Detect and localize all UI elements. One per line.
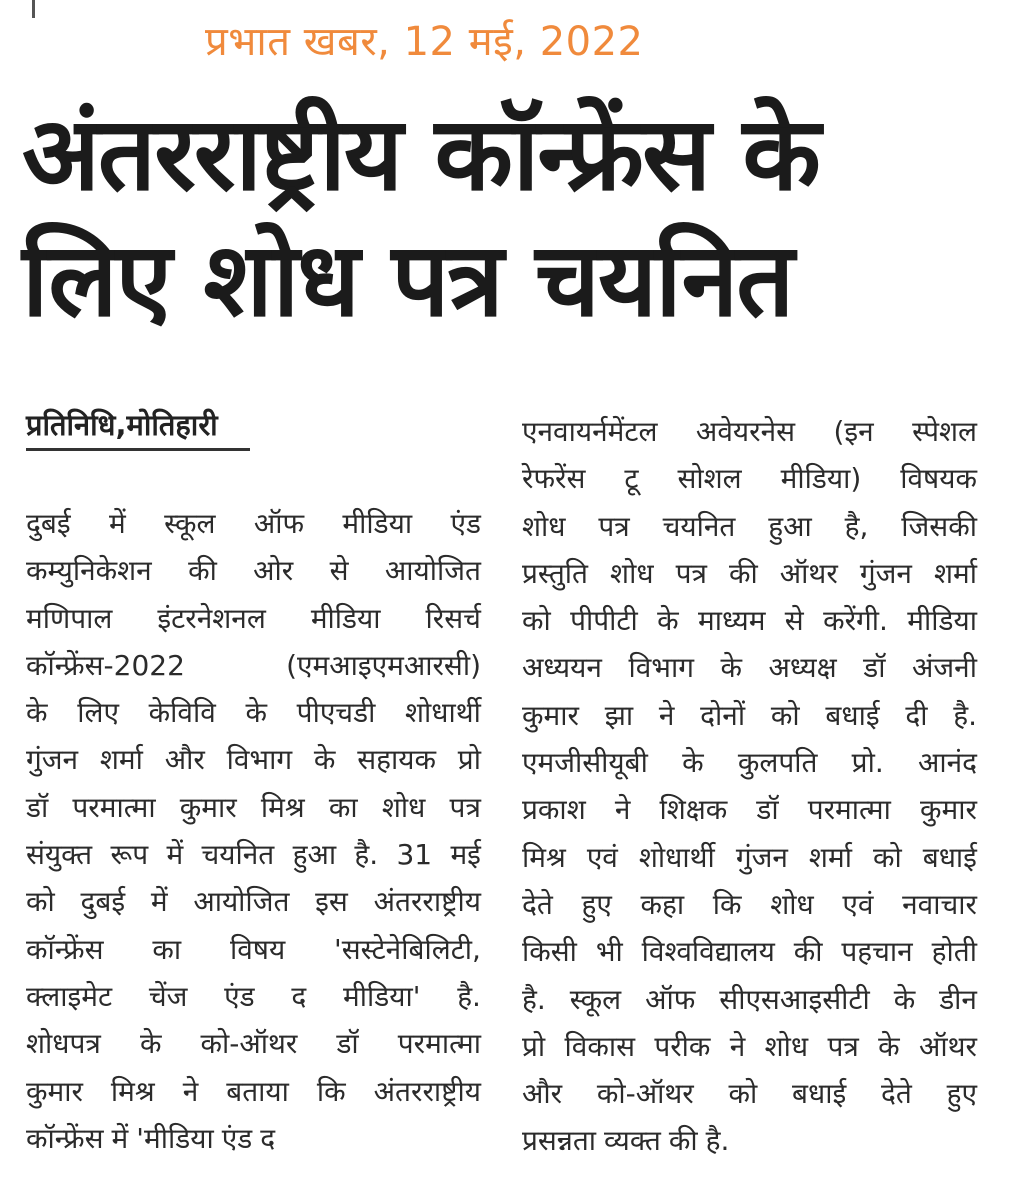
article-line: देते हुए कहा कि शोध एवं नवाचार xyxy=(522,887,977,921)
article-line: किसी भी विश्वविद्यालय की पहचान होती xyxy=(522,935,977,969)
article-line: को पीपीटी के माध्यम से करेंगी. मीडिया xyxy=(522,604,977,638)
article-line: कुमार झा ने दोनों को बधाई दी है. xyxy=(522,698,977,732)
headline-line-2: लिए शोध पत्र चयनित xyxy=(22,221,793,340)
article-line: को दुबई में आयोजित इस अंतरराष्ट्रीय xyxy=(26,885,481,919)
article-column-right xyxy=(522,408,977,1165)
page-edge-mark xyxy=(32,0,35,18)
article-line: मणिपाल इंटरनेशनल मीडिया रिसर्च xyxy=(26,601,481,635)
article-line: दुबई में स्कूल ऑफ मीडिया एंड xyxy=(26,507,481,540)
article-column-left xyxy=(26,500,481,1162)
article-line: कॉन्फ्रेंस में 'मीडिया एंड द xyxy=(26,1121,276,1155)
article-line: गुंजन शर्मा और विभाग के सहायक प्रो xyxy=(26,743,481,777)
article-line: एनवायर्नमेंटल अवेयरनेस (इन स्पेशल xyxy=(522,415,977,448)
source-date-label: प्रभात खबर, 12 मई, 2022 xyxy=(205,19,644,65)
article-line: कुमार मिश्र ने बताया कि अंतरराष्ट्रीय xyxy=(26,1074,481,1108)
byline: प्रतिनिधि,मोतिहारी xyxy=(26,405,250,451)
headline xyxy=(22,92,1002,344)
article-line: कम्युनिकेशन की ओर से आयोजित xyxy=(26,554,481,588)
article-line: प्रस्तुति शोध पत्र की ऑथर गुंजन शर्मा xyxy=(522,556,977,590)
article-line: प्रकाश ने शिक्षक डॉ परमात्मा कुमार xyxy=(522,793,977,827)
article-line: शोध पत्र चयनित हुआ है, जिसकी xyxy=(522,509,977,543)
article-line: प्रसन्नता व्यक्त की है. xyxy=(522,1124,730,1158)
article-line: प्रो विकास परीक ने शोध पत्र के ऑथर xyxy=(522,1029,977,1063)
article-line: है. स्कूल ऑफ सीएसआइसीटी के डीन xyxy=(522,982,977,1016)
headline-line-1: अंतरराष्ट्रीय कॉन्फ्रेंस के xyxy=(22,95,819,214)
article-line: डॉ परमात्मा कुमार मिश्र का शोध पत्र xyxy=(26,790,481,824)
article-line: कॉन्फ्रेंस का विषय 'सस्टेनेबिलिटी, xyxy=(26,932,481,966)
article-line: शोधपत्र के को-ऑथर डॉ परमात्मा xyxy=(26,1027,481,1061)
article-line: अध्ययन विभाग के अध्यक्ष डॉ अंजनी xyxy=(522,651,977,685)
article-line: और को-ऑथर को बधाई देते हुए xyxy=(522,1077,977,1111)
article-line: के लिए केविवि के पीएचडी शोधार्थी xyxy=(26,696,481,730)
article-line: रेफरेंस टू सोशल मीडिया) विषयक xyxy=(522,462,977,496)
article-line: संयुक्त रूप में चयनित हुआ है. 31 मई xyxy=(26,838,481,872)
article-line: मिश्र एवं शोधार्थी गुंजन शर्मा को बधाई xyxy=(522,840,977,874)
article-line: एमजीसीयूबी के कुलपति प्रो. आनंद xyxy=(522,746,977,780)
article-line: क्लाइमेट चेंज एंड द मीडिया' है. xyxy=(26,979,481,1013)
article-line: कॉन्फ्रेंस-2022 (एमआइएमआरसी) xyxy=(26,648,481,682)
